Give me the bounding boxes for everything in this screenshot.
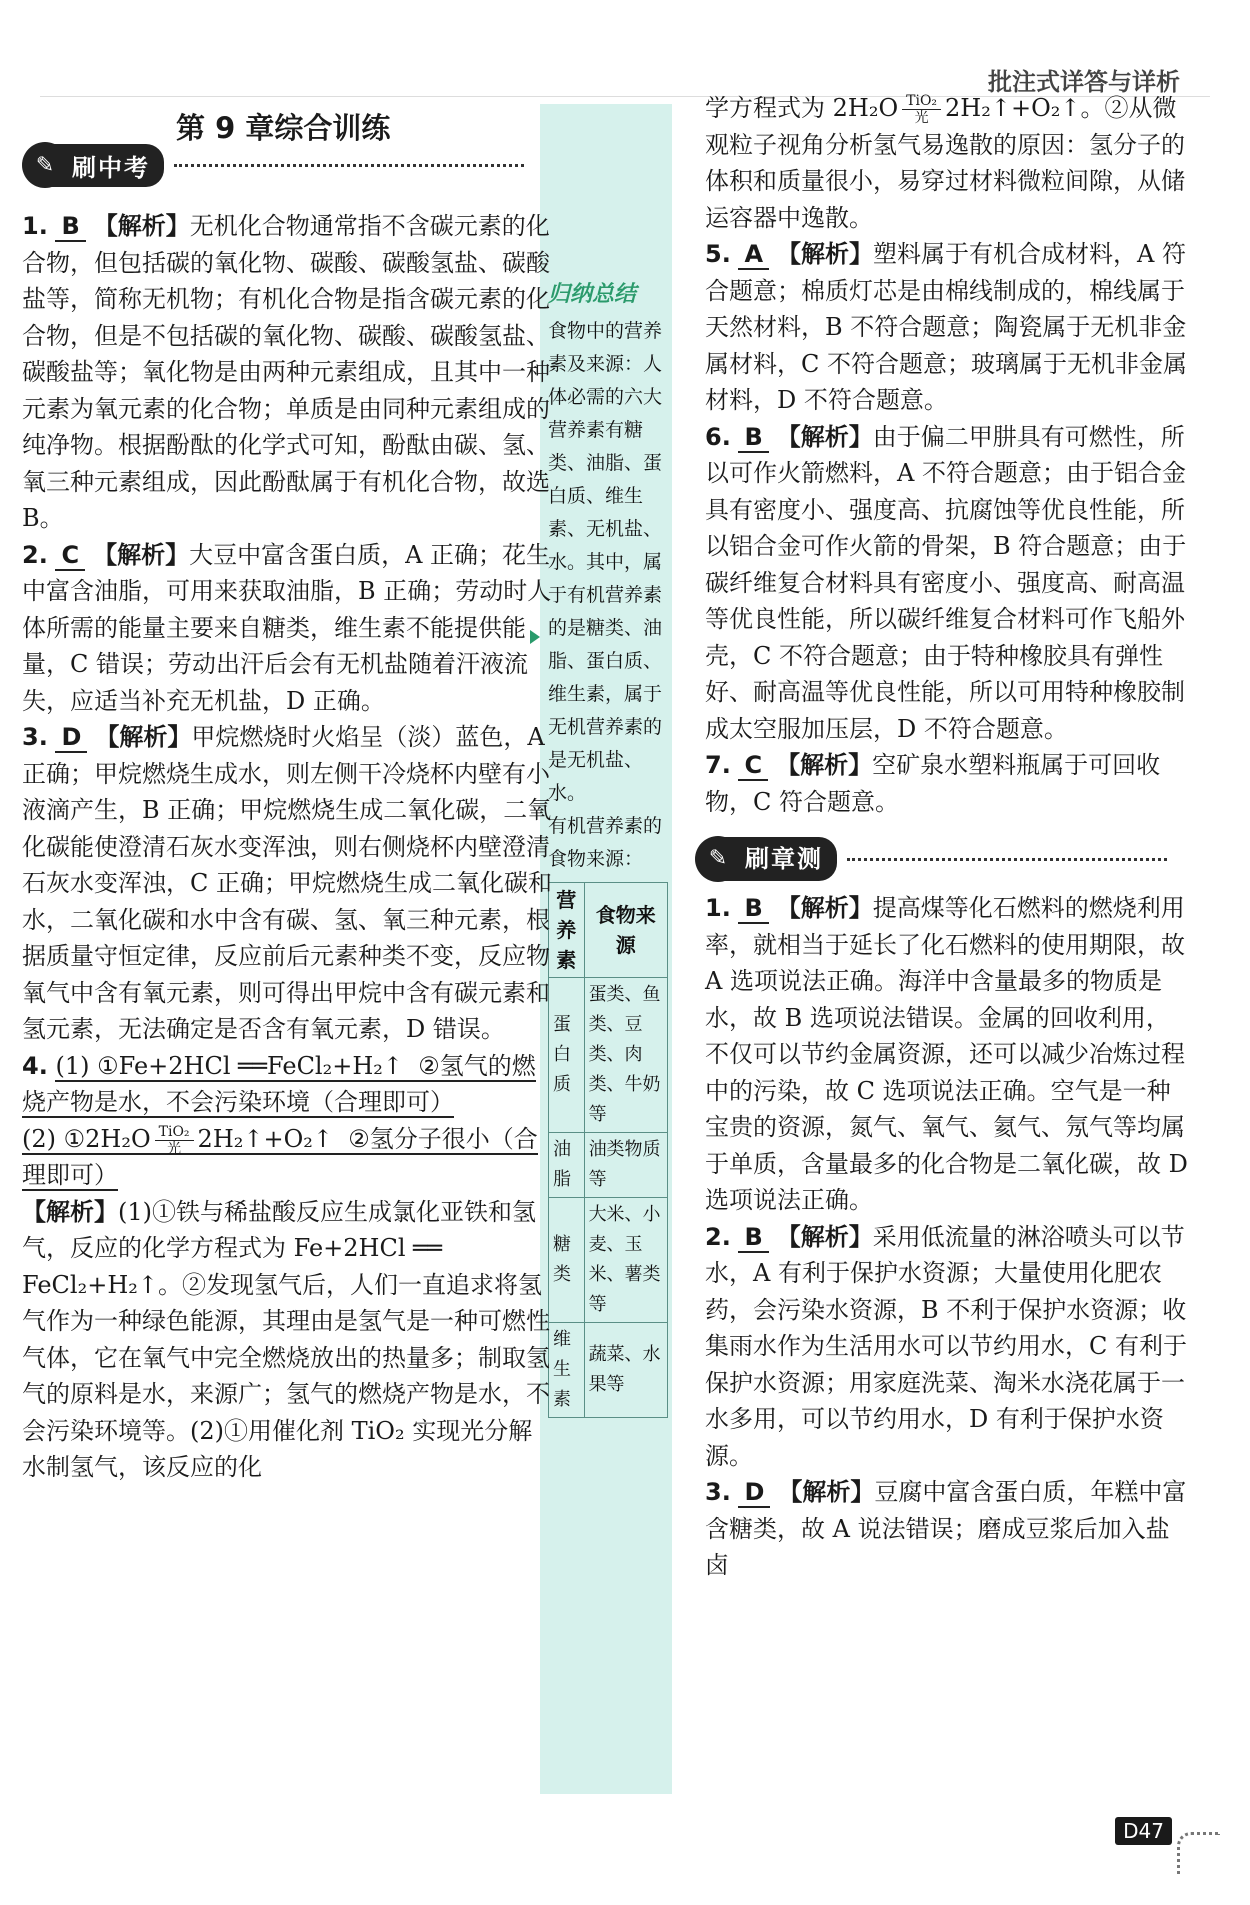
answer-choice: D (55, 723, 87, 753)
section-badge-zhongkao (22, 142, 524, 188)
answer-text: (1) ①Fe+2HCl ══FeCl₂+H₂↑ (55, 1051, 403, 1080)
analysis-text: 采用低流量的淋浴喷头可以节水，A 有利于保护水资源；大量使用化肥农药，会污染水资源，B 不利于保护水资源；收集雨水作为生活用水可以节约用水，C 有利于保护水资源；用家庭洗菜、淘米水浇花属于一水多用，可以节约用水，D 有利于保护水资源。 (705, 1222, 1187, 1470)
analysis-text: 由于偏二甲肼具有可燃性，所以可作火箭燃料，A 不符合题意；由于铝合金具有密度小、强度高、抗腐蚀等优良性能，所以铝合金可作火箭的骨架，B 符合题意；由于碳纤维复合材料具有密度小、强度高、耐高温等优良性能，所以碳纤维复合材料可作飞船外壳，C 不符合题意；由于特种橡胶具有弹性好、耐高温等优良性能，所以可用特种橡胶制成太空服加压层，D 不符合题意。 (705, 422, 1187, 743)
analysis-tag: 【解析】 (778, 1478, 875, 1506)
item-number: 7. (705, 751, 731, 779)
test-item-3 (705, 1474, 1190, 1584)
analysis-tag: 【解析】 (776, 894, 873, 922)
item-number: 2. (705, 1222, 731, 1251)
summary-text: 食物中的营养素及来源：人体必需的六大营养素有糖类、油脂、蛋白质、维生素、无机盐、水。其中，属于有机营养素的是糖类、油脂、蛋白质、维生素，属于无机营养素的是无机盐、水。 (548, 320, 663, 804)
table-cell: 蔬菜、水果等 (584, 1323, 667, 1418)
section-label: 刷中考 (50, 144, 164, 187)
corner-decoration (1177, 1832, 1220, 1875)
answer-line (22, 1052, 536, 1119)
summary-content (548, 278, 668, 1418)
catalyst-label: TiO₂ (902, 93, 941, 110)
equation-text: 2H₂↑+O₂↑ (197, 1124, 333, 1153)
analysis-text: 空矿泉水塑料瓶属于可回收物，C 符合题意。 (705, 751, 1161, 816)
table-header-row (549, 883, 668, 978)
item-number: 6. (705, 422, 731, 451)
answer-choice: B (738, 894, 768, 924)
section-badge-zhangce (695, 836, 1190, 882)
answer-item-1 (22, 208, 552, 537)
table-cell: 糖类 (549, 1198, 585, 1323)
reaction-condition (155, 1124, 194, 1157)
test-item-1 (705, 890, 1190, 1219)
answer-line (22, 1125, 538, 1192)
test-item-2 (705, 1219, 1190, 1475)
answer-choice: B (738, 423, 768, 453)
reaction-condition (902, 93, 941, 126)
analysis-tag: 【解析】 (776, 422, 873, 451)
item-number: 1. (705, 894, 731, 922)
table-header: 营养素 (549, 883, 585, 978)
table-cell: 大米、小麦、玉米、薯类等 (584, 1198, 667, 1323)
right-column (705, 90, 1190, 1584)
table-cell: 蛋类、鱼类、豆类、肉类、牛奶等 (584, 978, 667, 1133)
chapter-title: 第 9 章综合训练 (176, 111, 391, 145)
page-number: D47 (1115, 1817, 1172, 1845)
item-number: 1. (22, 212, 48, 240)
analysis-tag: 【解析】 (93, 212, 190, 240)
table-header: 食物来源 (584, 883, 667, 978)
answer-item-7 (705, 747, 1190, 820)
table-row (549, 1323, 668, 1418)
item-number: 5. (705, 240, 731, 268)
answer-choice: A (738, 240, 769, 270)
analysis-text: 2H₂↑+O₂↑。②从微观粒子视角分析氢气易逸散的原因：氢分子的体积和质量很小，易穿过材料微粒间隙，从储运容器中逸散。 (705, 94, 1185, 232)
catalyst-label: TiO₂ (155, 1124, 194, 1141)
table-cell: 维生素 (549, 1323, 585, 1418)
answer-choice: C (738, 751, 768, 781)
answer-item-6 (705, 419, 1190, 748)
analysis-tag: 【解析】 (95, 723, 192, 751)
table-cell: 油类物质等 (584, 1133, 667, 1198)
condition-label: 光 (914, 110, 929, 126)
condition-label: 光 (167, 1140, 182, 1157)
answer-text: ②氢分子很小（合理即可） (22, 1124, 538, 1189)
left-column (22, 208, 552, 1486)
analysis-text: 甲烷燃烧时火焰呈（淡）蓝色，A 正确；甲烷燃烧生成水，则左侧干冷烧杯内壁有小液滴产生，B 正确；甲烷燃烧生成二氧化碳，二氧化碳能使澄清石灰水变浑浊，则右侧烧杯内壁澄清石灰水变浑浊，C 正确；甲烷燃烧生成二氧化碳和水，二氧化碳和水中含有碳、氢、氧三种元素，根据质量守恒定律，反应前后元素种类不变，反应物氧气中含有氧元素，则可得出甲烷中含有碳元素和氢元素，无法确定是否含有氧元素，D 错误。 (22, 723, 552, 1043)
equation-text: 学方程式为 2H₂O (705, 94, 899, 122)
analysis-text: 塑料属于有机合成材料，A 符合题意；棉质灯芯是由棉线制成的，棉线属于天然材料，B 不符合题意；陶瓷属于无机非金属材料，C 不符合题意；玻璃属于无机非金属材料，D 不符合题意。 (705, 240, 1187, 414)
analysis-text: 大豆中富含蛋白质，A 正确；花生中富含油脂，可用来获取油脂，B 正确；劳动时人体所需的能量主要来自糖类，维生素不能提供能量，C 错误；劳动出汗后会有无机盐随着汗液流失，应适当补充无机盐，D 正确。 (22, 540, 552, 715)
item-number: 4. (22, 1051, 48, 1080)
answer-choice: D (738, 1478, 770, 1508)
item-number: 3. (705, 1478, 731, 1506)
answer-choice: B (738, 1223, 768, 1253)
analysis-tag: 【解析】 (776, 1222, 873, 1251)
table-row (549, 1133, 668, 1198)
summary-subtitle: 有机营养素的食物来源： (548, 815, 663, 870)
continued-text (705, 90, 1190, 236)
table-row (549, 1198, 668, 1323)
analysis-tag: 【解析】 (777, 240, 874, 268)
header-title: 批注式详答与详析 (988, 68, 1180, 96)
answer-text: ②氢气的燃烧产物是水，不会污染环境（合理即可） (22, 1051, 536, 1116)
book-icon: ✎ (695, 836, 741, 882)
summary-heading: 归纳总结 (548, 282, 637, 307)
table-row (549, 978, 668, 1133)
analysis-tag: 【解析】 (93, 540, 190, 569)
answer-choice: B (55, 212, 85, 242)
dotted-rule (174, 164, 524, 167)
dotted-rule (847, 858, 1167, 861)
answer-item-5 (705, 236, 1190, 419)
nutrient-table (548, 882, 668, 1418)
analysis-text: 提高煤等化石燃料的燃烧利用率，就相当于延长了化石燃料的使用期限，故 A 选项说法正确。海洋中含量最多的物质是水，故 B 选项说法错误。金属的回收利用，不仅可以节约金属资源，还可以减少冶炼过程中的污染，故 C 选项说法正确。空气是一种宝贵的资源，氮气、氧气、氦气、氖气等均属于单质，含量最多的化合物是二氧化碳，故 D 选项说法正确。 (705, 894, 1188, 1214)
analysis-text: 豆腐中富含蛋白质，年糕中富含糖类，故 A 说法错误；磨成豆浆后加入盐卤 (705, 1478, 1187, 1579)
book-icon: ✎ (22, 142, 68, 188)
answer-item-4 (22, 1048, 552, 1486)
item-number: 3. (22, 723, 48, 751)
table-cell: 蛋白质 (549, 978, 585, 1133)
section-label: 刷章测 (723, 837, 837, 882)
table-cell: 油脂 (549, 1133, 585, 1198)
analysis-tag: 【解析】 (22, 1197, 118, 1226)
answer-choice: C (55, 541, 85, 571)
analysis-tag: 【解析】 (776, 751, 873, 779)
analysis-text: 无机化合物通常指不含碳元素的化合物，但包括碳的氧化物、碳酸、碳酸氢盐、碳酸盐等，简称无机物；有机化合物是指含碳元素的化合物，但是不包括碳的氧化物、碳酸、碳酸氢盐、碳酸盐等；氧化物是由两种元素组成，且其中一种元素为氧元素的化合物；单质是由同种元素组成的纯净物。根据酚酞的化学式可知，酚酞由碳、氢、氧三种元素组成，因此酚酞属于有机化合物，故选 B。 (22, 212, 550, 532)
answer-item-3 (22, 719, 552, 1048)
analysis-text: (1)①铁与稀盐酸反应生成氯化亚铁和氢气，反应的化学方程式为 Fe+2HCl ══ FeCl₂+H₂↑。②发现氢气后，人们一直追求将氢气作为一种绿色能源，其理由是氢气是一种可燃性气体，它在氧气中完全燃烧放出的热量多；制取氢气的原料是水，来源广；氢气的燃烧产物是水，不会污染环境等。(2)①用催化剂 TiO₂ 实现光分解水制氢气，该反应的化 (22, 1197, 550, 1481)
equation-text: (2) ①2H₂O (22, 1124, 151, 1153)
answer-item-2 (22, 537, 552, 720)
item-number: 2. (22, 540, 48, 569)
